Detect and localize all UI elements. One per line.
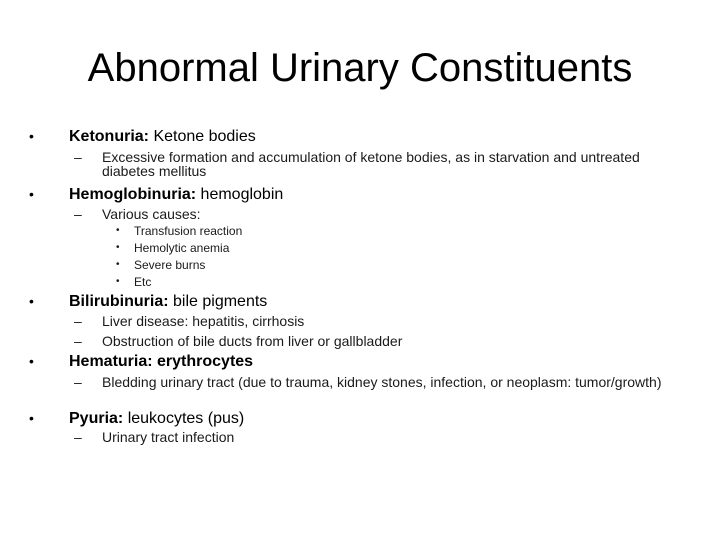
sub-item bbox=[74, 150, 674, 178]
bullet-icon: • bbox=[116, 242, 120, 253]
term-description: bile pigments bbox=[168, 293, 268, 310]
sub-item-text: Various causes: bbox=[102, 206, 201, 222]
bullet-icon: • bbox=[29, 410, 34, 426]
term-label: Pyuria: bbox=[69, 410, 124, 427]
term-label: Ketonuria: bbox=[69, 128, 149, 145]
bullet-text bbox=[69, 409, 244, 428]
dash-icon: – bbox=[74, 333, 82, 349]
bullet-text bbox=[69, 292, 267, 311]
sub-item bbox=[74, 314, 674, 328]
sub-item bbox=[74, 375, 674, 389]
term-label: Hemoglobinuria: bbox=[69, 186, 197, 203]
sub-item-text: Liver disease: hepatitis, cirrhosis bbox=[102, 313, 305, 329]
bullet-icon: • bbox=[116, 225, 120, 236]
bullet-icon: • bbox=[116, 259, 120, 270]
sub-sub-item-text: Transfusion reaction bbox=[134, 224, 243, 238]
bullet-text bbox=[69, 352, 253, 371]
bullet-icon: • bbox=[29, 293, 34, 309]
sub-item bbox=[74, 207, 674, 221]
sub-item-text: Urinary tract infection bbox=[102, 429, 235, 445]
term-description: Ketone bodies bbox=[149, 128, 256, 145]
sub-item-text: Excessive formation and accumulation of ketone bodies, as in starvation and untreated diabetes mellitus bbox=[102, 149, 640, 179]
bullet-icon: • bbox=[29, 128, 34, 144]
term-description: leukocytes (pus) bbox=[123, 410, 245, 427]
sub-item bbox=[74, 430, 674, 444]
dash-icon: – bbox=[74, 149, 82, 165]
dash-icon: – bbox=[74, 313, 82, 329]
bullet-text bbox=[69, 185, 283, 204]
dash-icon: – bbox=[74, 429, 82, 445]
bullet-icon: • bbox=[29, 353, 34, 369]
term-label: Bilirubinuria: bbox=[69, 293, 169, 310]
term-label: Hematuria: bbox=[69, 353, 153, 370]
sub-sub-item-text: Etc bbox=[134, 275, 152, 289]
slide-title: Abnormal Urinary Constituents bbox=[87, 46, 633, 90]
sub-item bbox=[74, 334, 674, 348]
sub-sub-item-text: Severe burns bbox=[134, 258, 206, 272]
sub-item-text: Obstruction of bile ducts from liver or gallbladder bbox=[102, 333, 403, 349]
bullet-icon: • bbox=[116, 276, 120, 287]
dash-icon: – bbox=[74, 206, 82, 222]
dash-icon: – bbox=[74, 374, 82, 390]
bullet-icon: • bbox=[29, 186, 34, 202]
bullet-text bbox=[69, 127, 256, 146]
term-description: erythrocytes bbox=[152, 353, 254, 370]
sub-sub-item-text: Hemolytic anemia bbox=[134, 241, 230, 255]
sub-item-text: Bledding urinary tract (due to trauma, kidney stones, infection, or neoplasm: tumor/growth) bbox=[102, 374, 662, 390]
term-description: hemoglobin bbox=[196, 186, 284, 203]
